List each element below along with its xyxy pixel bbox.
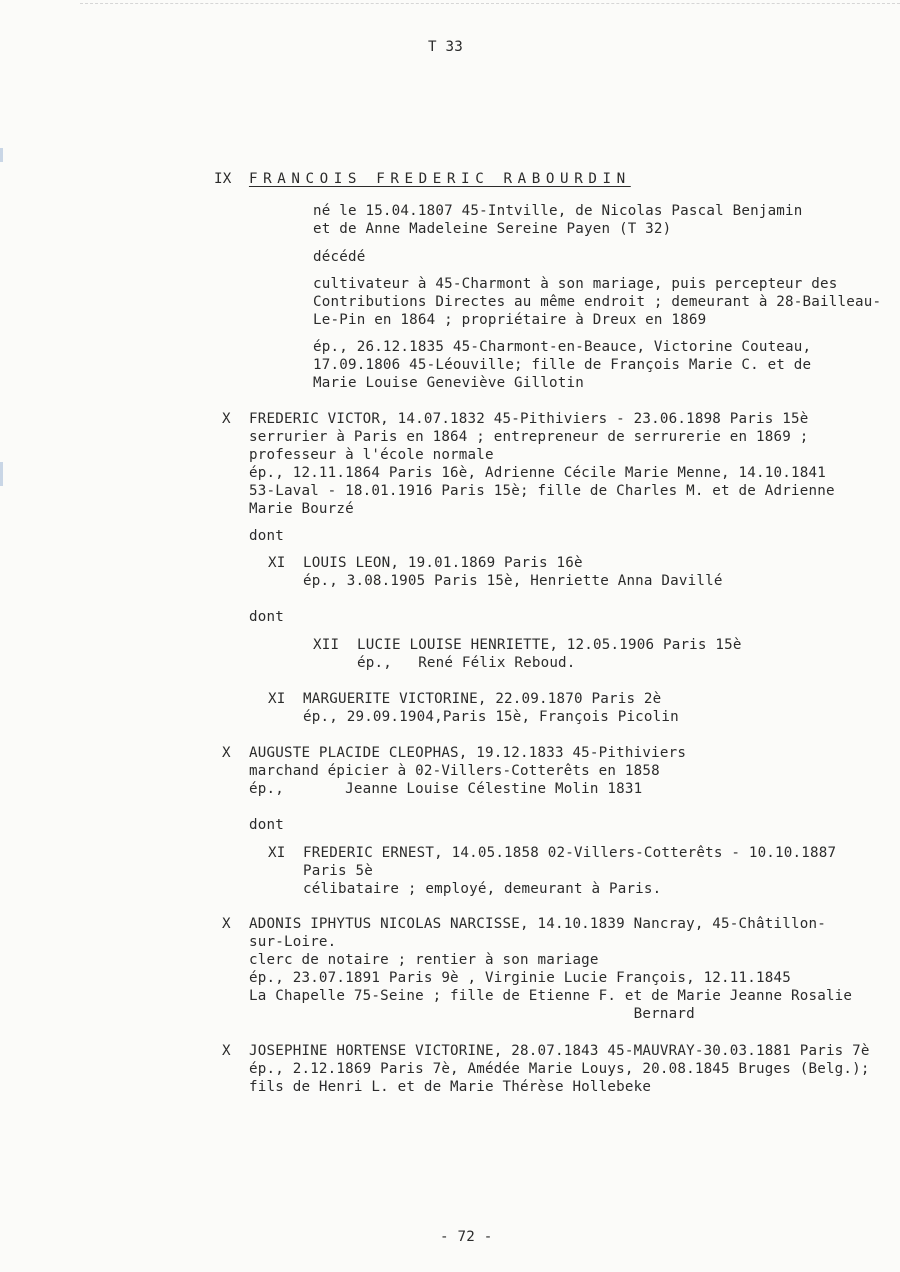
child-entry-line: serrurier à Paris en 1864 ; entrepreneur de serrurerie en 1869 ; [249, 429, 809, 445]
generation-number: X [222, 411, 231, 427]
dont-label: dont [249, 609, 284, 625]
great-grandchild-entry-line: ép., René Félix Reboud. [357, 655, 576, 671]
grandchild-entry-line: FREDERIC ERNEST, 14.05.1858 02-Villers-Cotterêts - 10.10.1887 [303, 845, 837, 861]
birth-line: et de Anne Madeleine Sereine Payen (T 32) [313, 221, 672, 237]
generation-number: XI [268, 555, 286, 571]
child-entry-line: ép., 23.07.1891 Paris 9è , Virginie Lucie François, 12.11.1845 [249, 970, 791, 986]
generation-number: XI [268, 691, 286, 707]
dont-label: dont [249, 817, 284, 833]
marriage-line: Marie Louise Geneviève Gillotin [313, 375, 584, 391]
generation-number: X [222, 916, 231, 932]
dont-label: dont [249, 528, 284, 544]
occupation-line: Contributions Directes au même endroit ; demeurant à 28-Bailleau- [313, 294, 882, 310]
generation-number: XII [313, 637, 340, 653]
grandchild-entry-line: Paris 5è [303, 863, 373, 879]
occupation-line: cultivateur à 45-Charmont à son mariage, puis percepteur des [313, 276, 838, 292]
child-entry-line: Marie Bourzé [249, 501, 354, 517]
child-entry-line: ép., 2.12.1869 Paris 7è, Amédée Marie Louys, 20.08.1845 Bruges (Belg.); [249, 1061, 870, 1077]
marriage-line: ép., 26.12.1835 45-Charmont-en-Beauce, Victorine Couteau, [313, 339, 812, 355]
page-reference: T 33 [428, 39, 463, 55]
child-entry-line: ép., 12.11.1864 Paris 16è, Adrienne Cécile Marie Menne, 14.10.1841 [249, 465, 826, 481]
child-entry-line: ép., Jeanne Louise Célestine Molin 1831 [249, 781, 643, 797]
child-entry-line: fils de Henri L. et de Marie Thérèse Hollebeke [249, 1079, 652, 1095]
great-grandchild-entry-line: LUCIE LOUISE HENRIETTE, 12.05.1906 Paris 15è [357, 637, 742, 653]
person-heading [179, 152, 631, 206]
grandchild-entry-line: MARGUERITE VICTORINE, 22.09.1870 Paris 2è [303, 691, 662, 707]
child-entry-line: professeur à l'école normale [249, 447, 494, 463]
child-entry-line: Bernard [249, 1006, 695, 1022]
occupation-line: Le-Pin en 1864 ; propriétaire à Dreux en 1869 [313, 312, 707, 328]
generation-number: X [222, 1043, 231, 1059]
child-entry-line: clerc de notaire ; rentier à son mariage [249, 952, 599, 968]
scan-edge-mark [0, 148, 3, 162]
marriage-line: 17.09.1806 45-Léouville; fille de François Marie C. et de [313, 357, 812, 373]
grandchild-entry-line: ép., 3.08.1905 Paris 15è, Henriette Anna Davillé [303, 573, 723, 589]
child-entry-line: FREDERIC VICTOR, 14.07.1832 45-Pithiviers - 23.06.1898 Paris 15è [249, 411, 809, 427]
birth-line: né le 15.04.1807 45-Intville, de Nicolas Pascal Benjamin [313, 203, 803, 219]
scan-top-edge [80, 3, 900, 4]
grandchild-entry-line: LOUIS LEON, 19.01.1869 Paris 16è [303, 555, 583, 571]
child-entry-line: ADONIS IPHYTUS NICOLAS NARCISSE, 14.10.1839 Nancray, 45-Châtillon- [249, 916, 826, 932]
grandchild-entry-line: célibataire ; employé, demeurant à Paris. [303, 881, 662, 897]
child-entry-line: 53-Laval - 18.01.1916 Paris 15è; fille de Charles M. et de Adrienne [249, 483, 835, 499]
grandchild-entry-line: ép., 29.09.1904,Paris 15è, François Picolin [303, 709, 679, 725]
death-line: décédé [313, 249, 366, 265]
person-name: FRANCOIS FREDERIC RABOURDIN [248, 171, 631, 187]
generation-number: XI [268, 845, 286, 861]
child-entry-line: JOSEPHINE HORTENSE VICTORINE, 28.07.1843 45-MAUVRAY-30.03.1881 Paris 7è [249, 1043, 870, 1059]
page-number: - 72 - [440, 1229, 493, 1245]
child-entry-line: La Chapelle 75-Seine ; fille de Etienne F. et de Marie Jeanne Rosalie [249, 988, 853, 1004]
child-entry-line: sur-Loire. [249, 934, 337, 950]
generation-number: X [222, 745, 231, 761]
generation-number: IX [213, 171, 232, 187]
child-entry-line: marchand épicier à 02-Villers-Cotterêts en 1858 [249, 763, 660, 779]
child-entry-line: AUGUSTE PLACIDE CLEOPHAS, 19.12.1833 45-Pithiviers [249, 745, 687, 761]
scan-edge-mark [0, 462, 3, 486]
